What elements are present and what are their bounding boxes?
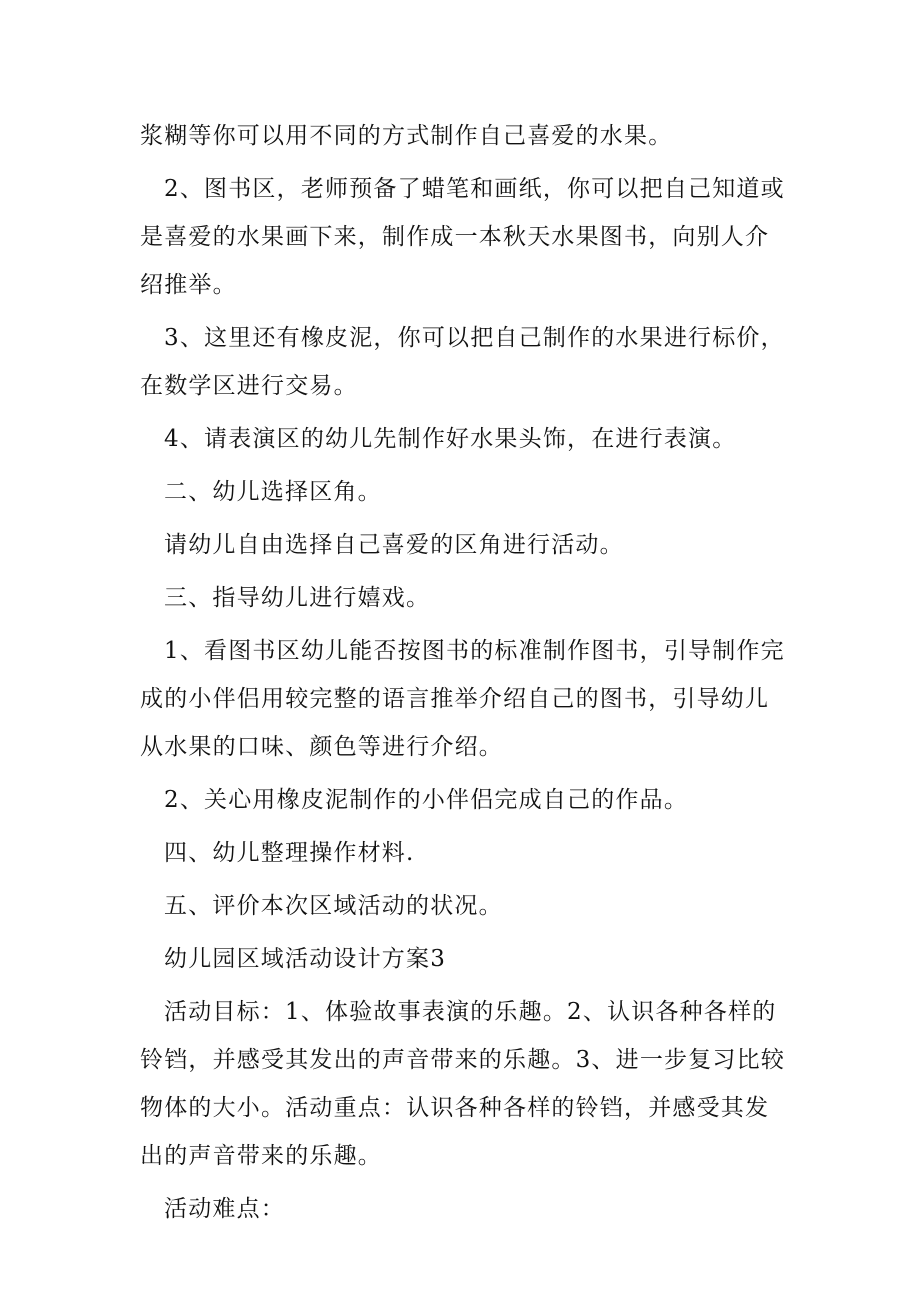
paragraph: 4、请表演区的幼儿先制作好水果头饰，在进行表演。 [164,426,737,452]
paragraph: 1、看图书区幼儿能否按图书的标准制作图书，引导制作完成的小伴侣用较完整的语言推举介绍自己的图书，引导幼儿从水果的口味、颜色等进行介绍。 [140,638,785,760]
section-heading: 三、指导幼儿进行嬉戏。 [164,585,431,611]
paragraph: 请幼儿自由选择自己喜爱的区角进行活动。 [164,532,624,558]
paragraph: 2、关心用橡皮泥制作的小伴侣完成自己的作品。 [164,787,689,813]
paragraph: 活动目标：1、体验故事表演的乐趣。2、认识各种各样的铃铛，并感受其发出的声音带来的乐趣。3、进一步复习比较物体的大小。活动重点：认识各种各样的铃铛，并感受其发出的声音带来的乐趣。 [140,999,786,1169]
document-body [140,112,788,1233]
paragraph: 2、图书区，老师预备了蜡笔和画纸，你可以把自己知道或是喜爱的水果画下来，制作成一本秋天水果图书，向别人介绍推举。 [140,176,785,298]
section-heading: 二、幼儿选择区角。 [164,479,382,505]
paragraph: 活动难点： [164,1196,285,1222]
section-heading: 五、评价本次区域活动的状况。 [164,893,503,919]
paragraph: 3、这里还有橡皮泥，你可以把自己制作的水果进行标价，在数学区进行交易。 [140,325,785,399]
document-title: 幼儿园区域活动设计方案3 [164,946,447,972]
section-heading: 四、幼儿整理操作材料. [164,840,415,866]
paragraph: 浆糊等你可以用不同的方式制作自己喜爱的水果。 [140,123,673,149]
